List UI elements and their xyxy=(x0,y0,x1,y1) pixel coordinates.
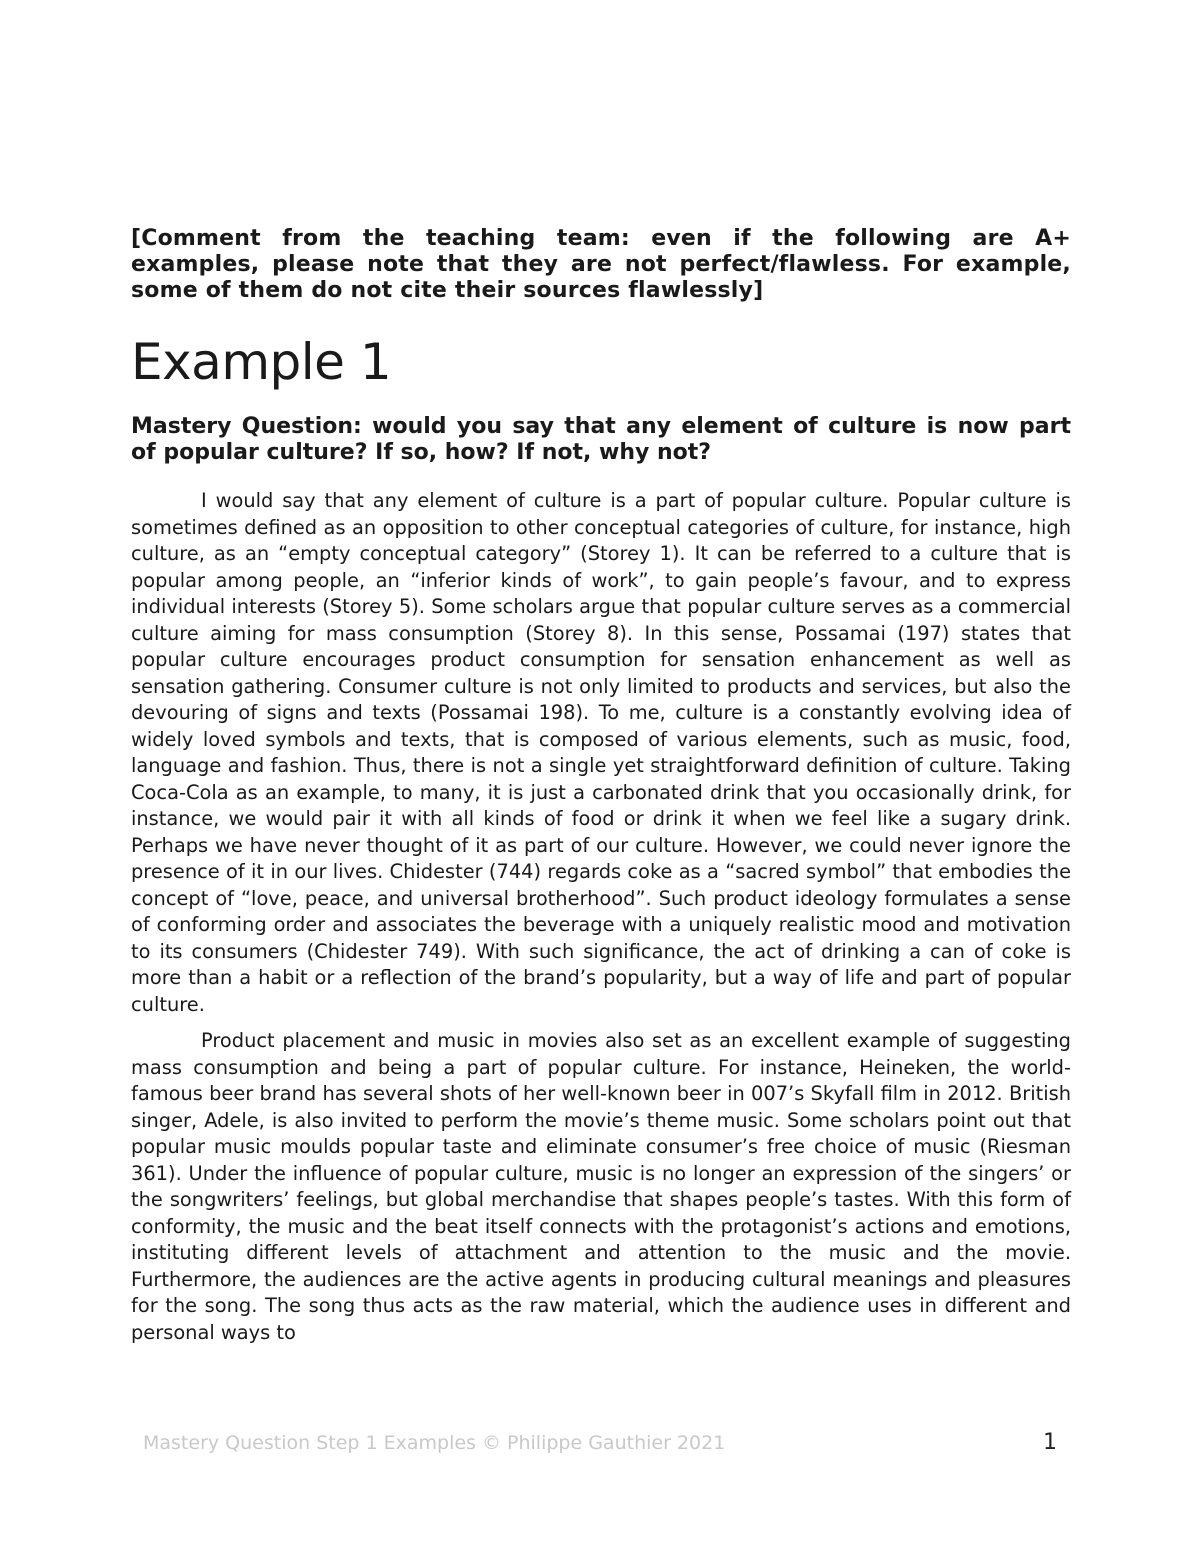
example-heading: Example 1 xyxy=(131,333,392,391)
page-footer: Mastery Question Step 1 Examples © Philippe Gauthier 2021 xyxy=(143,1432,726,1454)
teaching-team-comment: [Comment from the teaching team: even if the following are A+ examples, please note that they are not perfect/flawless. For example, some of them do not cite their sources flawlessly] xyxy=(131,226,1071,303)
page-content xyxy=(131,226,1071,1346)
body-paragraph-1: I would say that any element of culture is a part of popular culture. Popular culture is sometimes defined as an opposition to other conceptual categories of culture, for instance, high culture, as an “empty conceptual category” (Storey 1). It can be referred to a culture that is popular among people, an “inferior kinds of work”, to gain people’s favour, and to express individual interests (Storey 5). Some scholars argue that popular culture serves as a commercial culture aiming for mass consumption (Storey 8). In this sense, Possamai (197) states that popular culture encourages product consumption for sensation enhancement as well as sensation gathering. Consumer culture is not only limited to products and services, but also the devouring of signs and texts (Possamai 198). To me, culture is a constantly evolving idea of widely loved symbols and texts, that is composed of various elements, such as music, food, language and fashion. Thus, there is not a single yet straightforward definition of culture. Taking Coca-Cola as an example, to many, it is just a carbonated drink that you occasionally drink, for instance, we would pair it with all kinds of food or drink it when we feel like a sugary drink. Perhaps we have never thought of it as part of our culture. However, we could never ignore the presence of it in our lives. Chidester (744) regards coke as a “sacred symbol” that embodies the concept of “love, peace, and universal brotherhood”. Such product ideology formulates a sense of conforming order and associates the beverage with a uniquely realistic mood and motivation to its consumers (Chidester 749). With such significance, the act of drinking a can of coke is more than a habit or a reflection of the brand’s popularity, but a way of life and part of popular culture. xyxy=(131,489,1071,1016)
body-paragraph-2: Product placement and music in movies also set as an excellent example of suggesting mass consumption and being a part of popular culture. For instance, Heineken, the world-famous beer brand has several shots of her well-known beer in 007’s Skyfall film in 2012. British singer, Adele, is also invited to perform the movie’s theme music. Some scholars point out that popular music moulds popular taste and eliminate consumer’s free choice of music (Riesman 361). Under the influence of popular culture, music is no longer an expression of the singers’ or the songwriters’ feelings, but global merchandise that shapes people’s tastes. With this form of conformity, the music and the beat itself connects with the protagonist’s actions and emotions, instituting different levels of attachment and attention to the music and the movie. Furthermore, the audiences are the active agents in producing cultural meanings and pleasures for the song. The song thus acts as the raw material, which the audience uses in different and personal ways to xyxy=(131,1029,1071,1344)
page-number: 1 xyxy=(1043,1430,1057,1455)
mastery-question: Mastery Question: would you say that any element of culture is now part of popular culture? If so, how? If not, why not? xyxy=(131,414,1071,465)
